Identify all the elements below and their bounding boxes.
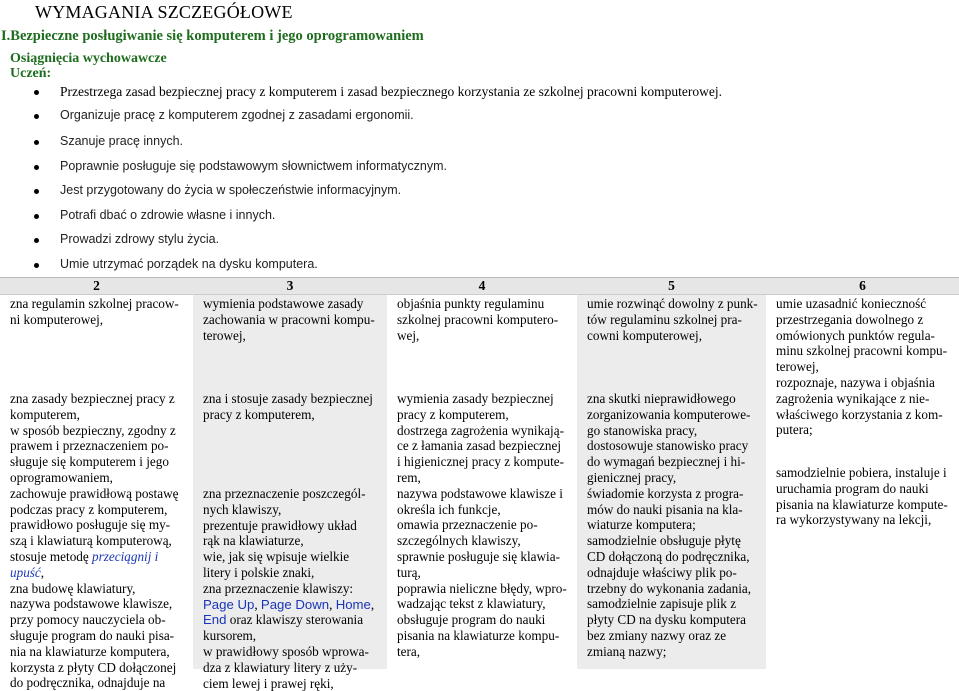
table-cell: wymienia zasady bezpiecznej pracy z komputerem, dostrzega zagrożenia wynikają- ce z łamania zasad bezpiecznej i higienicznej pracy z kompute- rem, nazywa podstawowe klawisze i określa ich funkcje, omawia przeznaczenie po- szczególnych klawiszy, sprawnie posługuje się klawia- turą, poprawia nieliczne błędy, wpro- wadzając tekst z klawiatury, obsługuje program do nauki pisania na klawiaturze kompu- tera, xyxy=(397,391,567,659)
table-cell: zna zasady bezpiecznej pracy z komputerem, w sposób bezpieczny, zgodny z prawem i przeznaczeniem po- sługuje się komputerem i jego oprogramowaniem, zachowuje prawidłową postawę podczas pracy z komputerem, prawidłowo posługuje się my- szą i klawiaturą komputerową, stosuje metodę przeciągnij i upuść, zna budowę klawiatury, nazywa podstawowe klawisze, przy pomocy nauczyciela ob- sługuje program do nauki pisa- nia na klawiaturze komputera, korzysta z płyty CD dołączonej do podręcznika, odnajduje na xyxy=(10,391,179,691)
bullet-icon xyxy=(34,189,39,194)
table-cell: zna i stosuje zasady bezpiecznej pracy z komputerem, xyxy=(203,391,373,422)
bullet-icon xyxy=(34,165,39,170)
table-column xyxy=(577,295,766,669)
table-column xyxy=(193,295,387,691)
page-title: WYMAGANIA SZCZEGÓŁOWE xyxy=(35,2,293,22)
section-heading: I.Bezpieczne posługiwanie się komputerem i jego oprogramowaniem xyxy=(1,28,424,44)
column-header: 2 xyxy=(0,277,193,295)
column-header: 4 xyxy=(387,277,577,295)
table-cell: wymienia podstawowe zasady zachowania w pracowni kompu- terowej, xyxy=(203,296,375,343)
pupil-label: Uczeń: xyxy=(10,66,52,81)
table-cell: umie uzasadnić konieczność przestrzegania dowolnego z omówionych punktów regula- minu szkolnej pracowni kompu- terowej, rozpoznaje, nazywa i objaśnia zagrożenia wynikające z nie- właściwego korzystania z kom- putera; xyxy=(776,296,948,438)
table-cell: objaśnia punkty regulaminu szkolnej pracowni komputero- wej, xyxy=(397,296,559,343)
table-column xyxy=(766,295,959,669)
column-header: 6 xyxy=(766,277,959,295)
table-column xyxy=(387,295,577,669)
table-column xyxy=(0,295,193,691)
table-cell: umie rozwinąć dowolny z punk- tów regulaminu szkolnej pra- cowni komputerowej, xyxy=(587,296,758,343)
table-cell: samodzielnie pobiera, instaluje i uruchamia program do nauki pisania na klawiaturze kompute- ra wykorzystywany na lekcji, xyxy=(776,465,948,528)
subheading: Osiągnięcia wychowawcze xyxy=(10,51,167,66)
column-header: 5 xyxy=(577,277,766,295)
column-header: 3 xyxy=(193,277,387,295)
requirements-table xyxy=(0,277,959,691)
bullet-icon xyxy=(34,114,39,119)
bullet-icon xyxy=(34,90,39,95)
table-cell: zna regulamin szkolnej pracow- ni komputerowej, xyxy=(10,296,179,327)
table-cell: zna skutki nieprawidłowego zorganizowania komputerowe- go stanowiska pracy, dostosowuje stanowisko pracy do wymagań bezpiecznej i hi- gienicznej pracy, świadomie korzysta z progra- mów do nauki pisania na kla- wiaturze komputera; samodzielnie obsługuje płytę CD dołączoną do podręcznika, odnajduje właściwy plik po- trzebny do wykonania zadania, samodzielnie zapisuje plik z płyty CD na dysku komputera bez zmiany nazwy oraz ze zmianą nazwy; xyxy=(587,391,752,659)
bullet-icon xyxy=(34,238,39,243)
bullet-icon xyxy=(34,263,39,268)
bullet-icon xyxy=(34,214,39,219)
table-cell: zna przeznaczenie poszczegól- nych klawiszy, prezentuje prawidłowy układ rąk na klawiaturze, wie, jak się wpisuje wielkie litery i polskie znaki, zna przeznaczenie klawiszy: Page Up, Page Down, Home, End oraz klawiszy sterowania kursorem, w prawidłowy sposób wprowa- dza z klawiatury litery z uży- ciem lewej i prawej ręki, xyxy=(203,486,375,691)
bullet-icon xyxy=(34,140,39,145)
